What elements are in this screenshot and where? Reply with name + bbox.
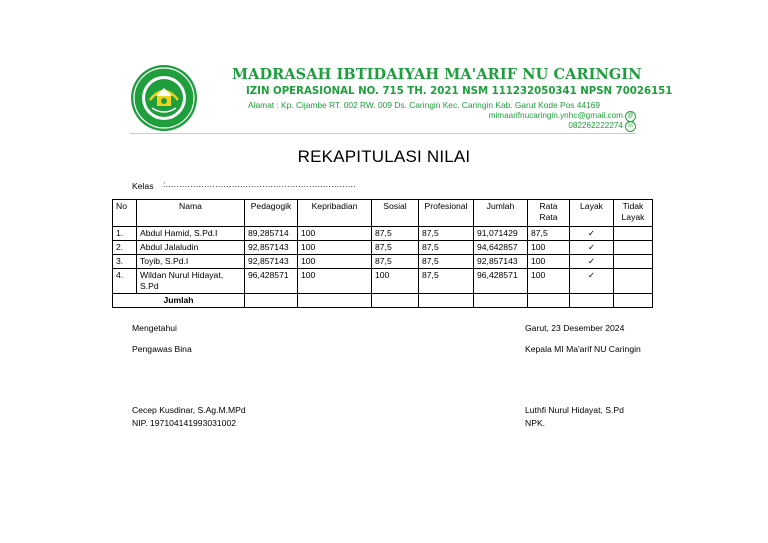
grades-table [112, 199, 653, 308]
total-cell [528, 294, 570, 308]
header-nama: Nama [137, 200, 245, 227]
header-no: No [113, 200, 137, 227]
cell-pedagogik: 96,428571 [245, 269, 298, 294]
cell-tidak-layak [614, 255, 653, 269]
cell-tidak-layak [614, 241, 653, 255]
table-row [113, 269, 653, 294]
header-pedagogik: Pedagogik [245, 200, 298, 227]
header-kepribadian: Kepribadian [298, 200, 372, 227]
page-title: REKAPITULASI NILAI [297, 147, 471, 166]
sig-right-date: Garut, 23 Desember 2024 [525, 323, 625, 333]
cell-layak: ✓ [570, 255, 614, 269]
sig-left-role: Pengawas Bina [132, 344, 192, 354]
cell-nama: Toyib, S.Pd.I [137, 255, 245, 269]
cell-rata-rata: 100 [528, 241, 570, 255]
table-row [113, 227, 653, 241]
cell-pedagogik: 92,857143 [245, 255, 298, 269]
cell-sosial: 87,5 [372, 241, 419, 255]
sig-left-nip: NIP. 197104141993031002 [132, 418, 237, 428]
cell-no: 2. [113, 241, 137, 255]
header-divider [130, 133, 636, 134]
cell-profesional: 87,5 [419, 227, 474, 241]
cell-jumlah: 94,642857 [474, 241, 528, 255]
header-profesional: Profesional [419, 200, 474, 227]
sig-left-name: Cecep Kusdinar, S.Ag.M.MPd [132, 405, 246, 415]
cell-sosial: 87,5 [372, 227, 419, 241]
header-rata-rata: Rata Rata [528, 200, 570, 227]
cell-no: 1. [113, 227, 137, 241]
cell-layak: ✓ [570, 241, 614, 255]
cell-layak: ✓ [570, 269, 614, 294]
cell-rata-rata: 87,5 [528, 227, 570, 241]
cell-pedagogik: 89,285714 [245, 227, 298, 241]
cell-pedagogik: 92,857143 [245, 241, 298, 255]
header-layak: Layak [570, 200, 614, 227]
cell-kepribadian: 100 [298, 255, 372, 269]
kelas-value: :…………………………………………………………… [163, 179, 356, 189]
phone-icon: ☏ [625, 121, 636, 132]
cell-sosial: 87,5 [372, 255, 419, 269]
header-tidak-layak: Tidak Layak [614, 200, 653, 227]
total-cell [245, 294, 298, 308]
cell-nama: Abdul Jalaludin [137, 241, 245, 255]
cell-rata-rata: 100 [528, 269, 570, 294]
header-sosial: Sosial [372, 200, 419, 227]
table-header-row [113, 200, 653, 227]
cell-rata-rata: 100 [528, 255, 570, 269]
sig-left-acknowledge: Mengetahui [132, 323, 177, 333]
cell-nama: Wildan Nurul Hidayat, S.Pd [137, 269, 245, 294]
cell-profesional: 87,5 [419, 241, 474, 255]
cell-layak: ✓ [570, 227, 614, 241]
school-address: Alamat : Kp. Cijambe RT. 002 RW. 009 Ds. Caringin Kec. Caringin Kab. Garut Kode Pos 44169 [248, 100, 601, 110]
at-icon: @ [625, 111, 636, 122]
sig-right-name: Luthfi Nurul Hidayat, S.Pd [525, 405, 624, 415]
cell-jumlah: 91,071429 [474, 227, 528, 241]
school-logo [130, 64, 198, 132]
cell-no: 3. [113, 255, 137, 269]
cell-kepribadian: 100 [298, 241, 372, 255]
cell-sosial: 100 [372, 269, 419, 294]
total-cell [298, 294, 372, 308]
table-row [113, 255, 653, 269]
header-jumlah: Jumlah [474, 200, 528, 227]
total-cell [614, 294, 653, 308]
cell-nama: Abdul Hamid, S.Pd.I [137, 227, 245, 241]
total-row [113, 294, 653, 308]
cell-jumlah: 92,857143 [474, 255, 528, 269]
operational-permit: IZIN OPERASIONAL NO. 715 TH. 2021 NSM 111232050341 NPSN 70026151 [246, 86, 673, 97]
sig-right-npk: NPK. [525, 418, 546, 428]
cell-kepribadian: 100 [298, 227, 372, 241]
cell-no: 4. [113, 269, 137, 294]
cell-profesional: 87,5 [419, 269, 474, 294]
cell-kepribadian: 100 [298, 269, 372, 294]
sig-right-role: Kepala MI Ma'arif NU Caringin [525, 344, 641, 354]
school-email: mimaarifnucaringin.ynhc@gmail.com [488, 111, 623, 120]
table-row [113, 241, 653, 255]
kelas-label: Kelas [132, 181, 154, 191]
school-name: MADRASAH IBTIDAIYAH MA'ARIF NU CARINGIN [232, 66, 642, 83]
total-label: Jumlah [113, 294, 245, 308]
cell-tidak-layak [614, 227, 653, 241]
total-cell [570, 294, 614, 308]
school-phone: 082262222274 [568, 121, 623, 130]
cell-jumlah: 96,428571 [474, 269, 528, 294]
total-cell [419, 294, 474, 308]
total-cell [474, 294, 528, 308]
cell-profesional: 87,5 [419, 255, 474, 269]
cell-tidak-layak [614, 269, 653, 294]
total-cell [372, 294, 419, 308]
